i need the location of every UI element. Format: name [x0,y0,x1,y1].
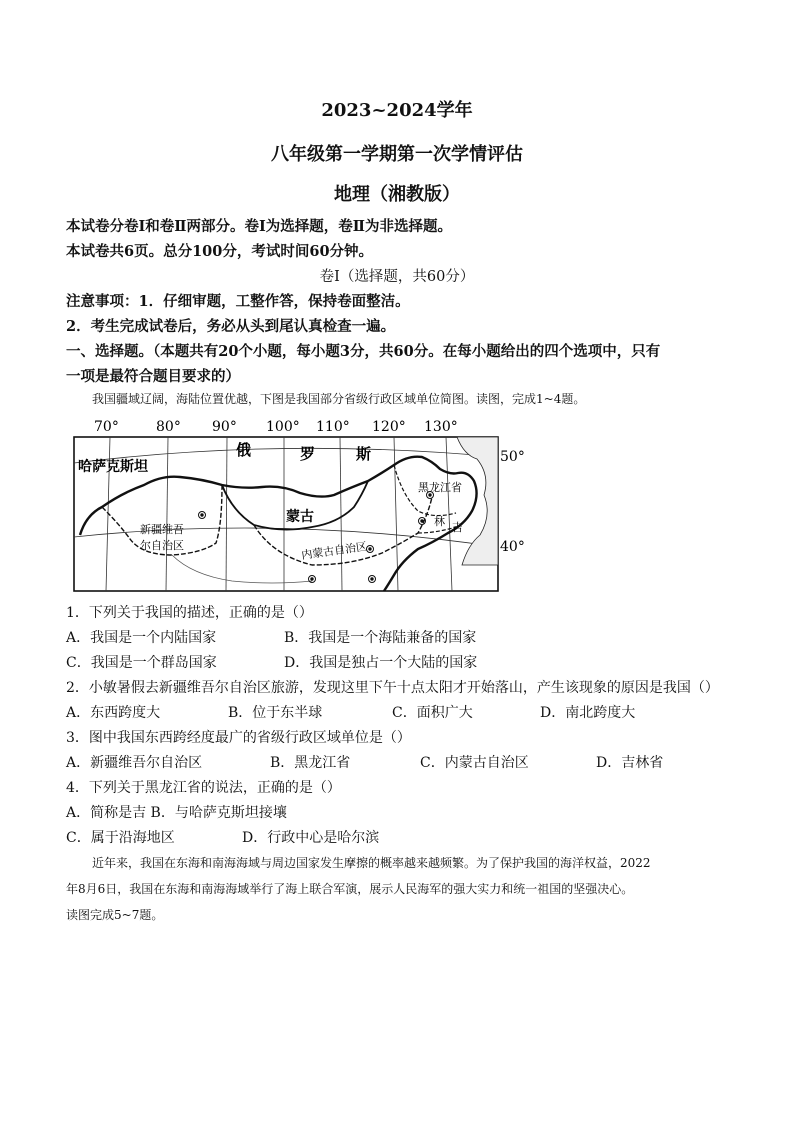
label-mongolia: 蒙古 [286,509,314,525]
part-one-instruction-b: 一项是最符合题目要求的） [66,368,240,385]
label-russia-2: 罗 [300,445,316,463]
lon-label-100: 100° [266,419,300,435]
exam-subject: 地理（湘教版） [334,184,460,205]
question-2-option-a[interactable]: A．东西跨度大 [66,705,161,721]
label-jilin-2: 吉 [452,521,463,534]
lon-label-80: 80° [156,419,181,435]
lon-label-130: 130° [424,419,458,435]
question-2-option-d[interactable]: D．南北跨度大 [540,705,636,721]
notice-2: 2．考生完成试卷后，务必从头到尾认真检查一遍。 [66,318,396,335]
question-1-option-a[interactable]: A．我国是一个内陆国家 [66,630,217,646]
question-2-option-b[interactable]: B．位于东半球 [228,705,323,721]
china-provinces-map [72,415,532,595]
question-4-option-c[interactable]: C．属于沿海地区 [66,830,175,846]
label-heilongjiang: 黑龙江省 [418,481,462,494]
question-4-option-d[interactable]: D．行政中心是哈尔滨 [242,830,380,846]
part-one-instruction-a: 一、选择题。（本题共有20个小题，每小题3分，共60分。在每小题给出的四个选项中，只有 [66,343,661,360]
notice-1: 注意事项：1．仔细审题，工整作答，保持卷面整洁。 [66,293,410,310]
question-4-option-a-b[interactable]: A．简称是吉 B．与哈萨克斯坦接壤 [66,805,287,821]
question-4-stem: 4．下列关于黑龙江省的说法，正确的是（） [66,780,341,796]
label-jilin-1: 林 [434,515,445,528]
passage-1: 我国疆域辽阔，海陆位置优越，下图是我国部分省级行政区域单位简图。读图，完成1~4题。 [92,392,586,406]
label-kazakhstan: 哈萨克斯坦 [78,459,148,475]
lon-label-70: 70° [94,419,119,435]
question-1-option-c[interactable]: C．我国是一个群岛国家 [66,655,217,671]
question-1-option-d[interactable]: D．我国是独占一个大陆的国家 [284,655,478,671]
lat-label-40: 40° [500,539,525,555]
question-1-stem: 1．下列关于我国的描述，正确的是（） [66,605,313,621]
label-russia-1: 俄 [236,441,252,459]
passage-2-line-3: 读图完成5~7题。 [66,908,164,922]
question-3-stem: 3．图中我国东西跨经度最广的省级行政区域单位是（） [66,730,411,746]
question-2-option-c[interactable]: C．面积广大 [392,705,473,721]
lon-label-110: 110° [316,419,350,435]
lon-label-90: 90° [212,419,237,435]
label-neimenggu: 内蒙古自治区 [300,539,368,562]
lon-label-120: 120° [372,419,406,435]
question-3-option-b[interactable]: B．黑龙江省 [270,755,351,771]
question-2-stem: 2．小敏暑假去新疆维吾尔自治区旅游，发现这里下午十点太阳才开始落山，产生该现象的原因是我国（） [66,680,719,696]
section-title: 卷Ⅰ（选择题，共60分） [319,269,475,285]
lat-label-50: 50° [500,449,525,465]
passage-2-line-2: 年8月6日，我国在东海和南海海域举行了海上联合军演，展示人民海军的强大实力和统一祖国的坚强决心。 [66,882,634,896]
question-3-option-d[interactable]: D．吉林省 [596,755,664,771]
passage-2-line-1: 近年来，我国在东海和南海海域与周边国家发生摩擦的概率越来越频繁。为了保护我国的海洋权益，2022 [92,856,651,870]
question-3-option-c[interactable]: C．内蒙古自治区 [420,755,529,771]
intro-line-2: 本试卷共6页。总分100分，考试时间60分钟。 [66,243,374,260]
question-3-option-a[interactable]: A．新疆维吾尔自治区 [66,755,203,771]
label-russia-3: 斯 [356,445,372,463]
exam-year: 2023~2024学年 [321,100,473,121]
label-xinjiang-1: 新疆维吾 [140,523,184,536]
label-xinjiang-2: 尔自治区 [140,539,184,552]
question-1-option-b[interactable]: B．我国是一个海陆兼备的国家 [284,630,477,646]
intro-line-1: 本试卷分卷Ⅰ和卷Ⅱ两部分。卷Ⅰ为选择题，卷Ⅱ为非选择题。 [66,218,453,235]
exam-subtitle: 八年级第一学期第一次学情评估 [271,144,523,165]
